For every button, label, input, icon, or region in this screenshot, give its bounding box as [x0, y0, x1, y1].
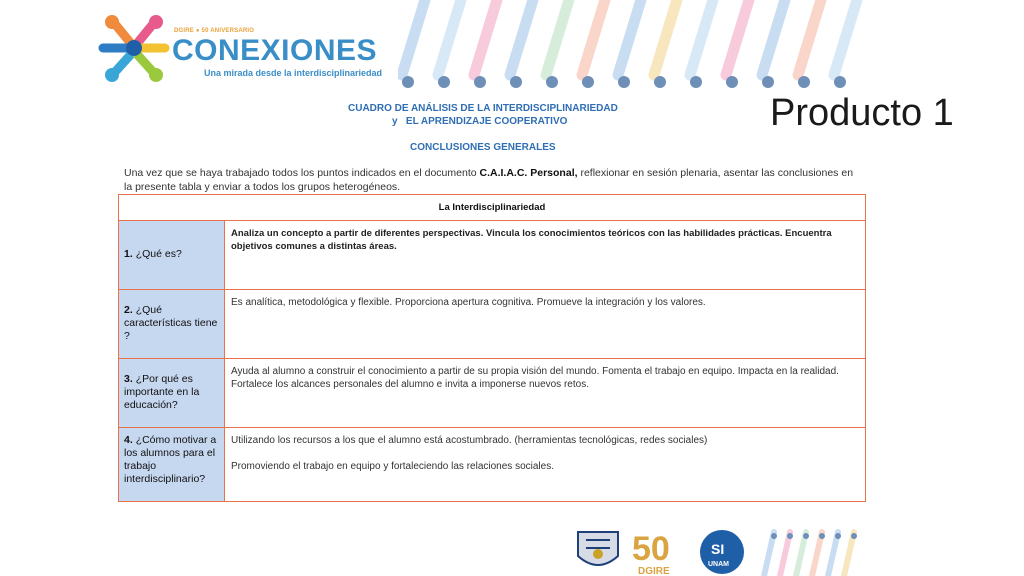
svg-text:SI: SI [711, 541, 725, 557]
table-row [119, 220, 865, 289]
section-title: CONCLUSIONES GENERALES [410, 142, 556, 153]
question-text: ¿Qué es? [135, 248, 182, 260]
svg-text:UNAM: UNAM [708, 561, 729, 568]
question-cell [119, 359, 225, 427]
question-number: 1. [124, 248, 133, 260]
question-text: ¿Qué características tiene ? [124, 304, 218, 342]
table-row [119, 289, 865, 358]
dgire-text: DGIRE [638, 566, 670, 576]
question-cell [119, 428, 225, 501]
answer-line: Utilizando los recursos a los que el alumno está acostumbrado. (herramientas tecnológicas, redes sociales) [231, 435, 708, 446]
answer-cell: Es analítica, metodológica y flexible. Proporciona apertura cognitiva. Promueve la integración y los valores. [231, 297, 706, 308]
document-heading-line1: CUADRO DE ANÁLISIS DE LA INTERDISCIPLINARIEDAD [348, 103, 618, 114]
question-number: 3. [124, 373, 133, 385]
answer-cell: Analiza un concepto a partir de diferentes perspectivas. Vincula los conocimientos teóricos con las habilidades prácticas. Encuentra objetivos comunes a distintas áreas. [231, 228, 832, 252]
document-heading-line2: y EL APRENDIZAJE COOPERATIVO [392, 116, 568, 127]
question-text: ¿Cómo motivar a los alumnos para el trabajo interdisciplinario? [124, 434, 217, 485]
question-cell [119, 290, 225, 358]
answer-line: Promoviendo el trabajo en equipo y fortaleciendo las relaciones sociales. [231, 461, 554, 472]
decorative-stripes-bottom [764, 532, 854, 576]
answer-cell: Ayuda al alumno a construir el conocimiento a partir de su propia visión del mundo. Fomenta el trabajo en equipo. Impacta en la realidad. Fortalece los alcances personales del alumno e invita a imponerse nuevos retos. [231, 366, 839, 390]
answer-cell [225, 428, 865, 501]
decorative-stripes-top [398, 0, 864, 90]
unam-crest-icon [578, 532, 618, 565]
table-header: La Interdisciplinariedad [438, 202, 546, 213]
logo-tagline: DGIRE ● 50 ANIVERSARIO [174, 28, 255, 34]
logo-subtitle: Una mirada desde la interdisciplinariedad [204, 68, 383, 78]
logo-wordmark: CONEXIONES [172, 34, 378, 67]
intro-text-after: reflexionar en sesión plenaria, asentar las conclusiones en la presente tabla y enviar a todos los grupos heterogéneos. [124, 167, 854, 193]
conexiones-emblem-icon [95, 10, 175, 90]
intro-bold-text: C.A.I.A.C. Personal, [479, 167, 578, 179]
interdisciplinarity-table [118, 194, 866, 502]
dgire-50-logo [632, 530, 670, 576]
dgire-50-text: 50 [632, 530, 670, 568]
question-cell [119, 221, 225, 289]
question-text: ¿Por qué es importante en la educación? [124, 373, 200, 411]
question-number: 4. [124, 434, 133, 446]
si-unam-logo [700, 530, 744, 574]
footer-logos [574, 522, 864, 576]
table-row [119, 358, 865, 427]
intro-text-before: Una vez que se haya trabajado todos los puntos indicados en el documento [124, 167, 480, 179]
question-number: 2. [124, 304, 133, 316]
slide-title: Producto 1 [770, 92, 954, 134]
intro-paragraph [124, 166, 859, 194]
table-row [119, 427, 865, 501]
